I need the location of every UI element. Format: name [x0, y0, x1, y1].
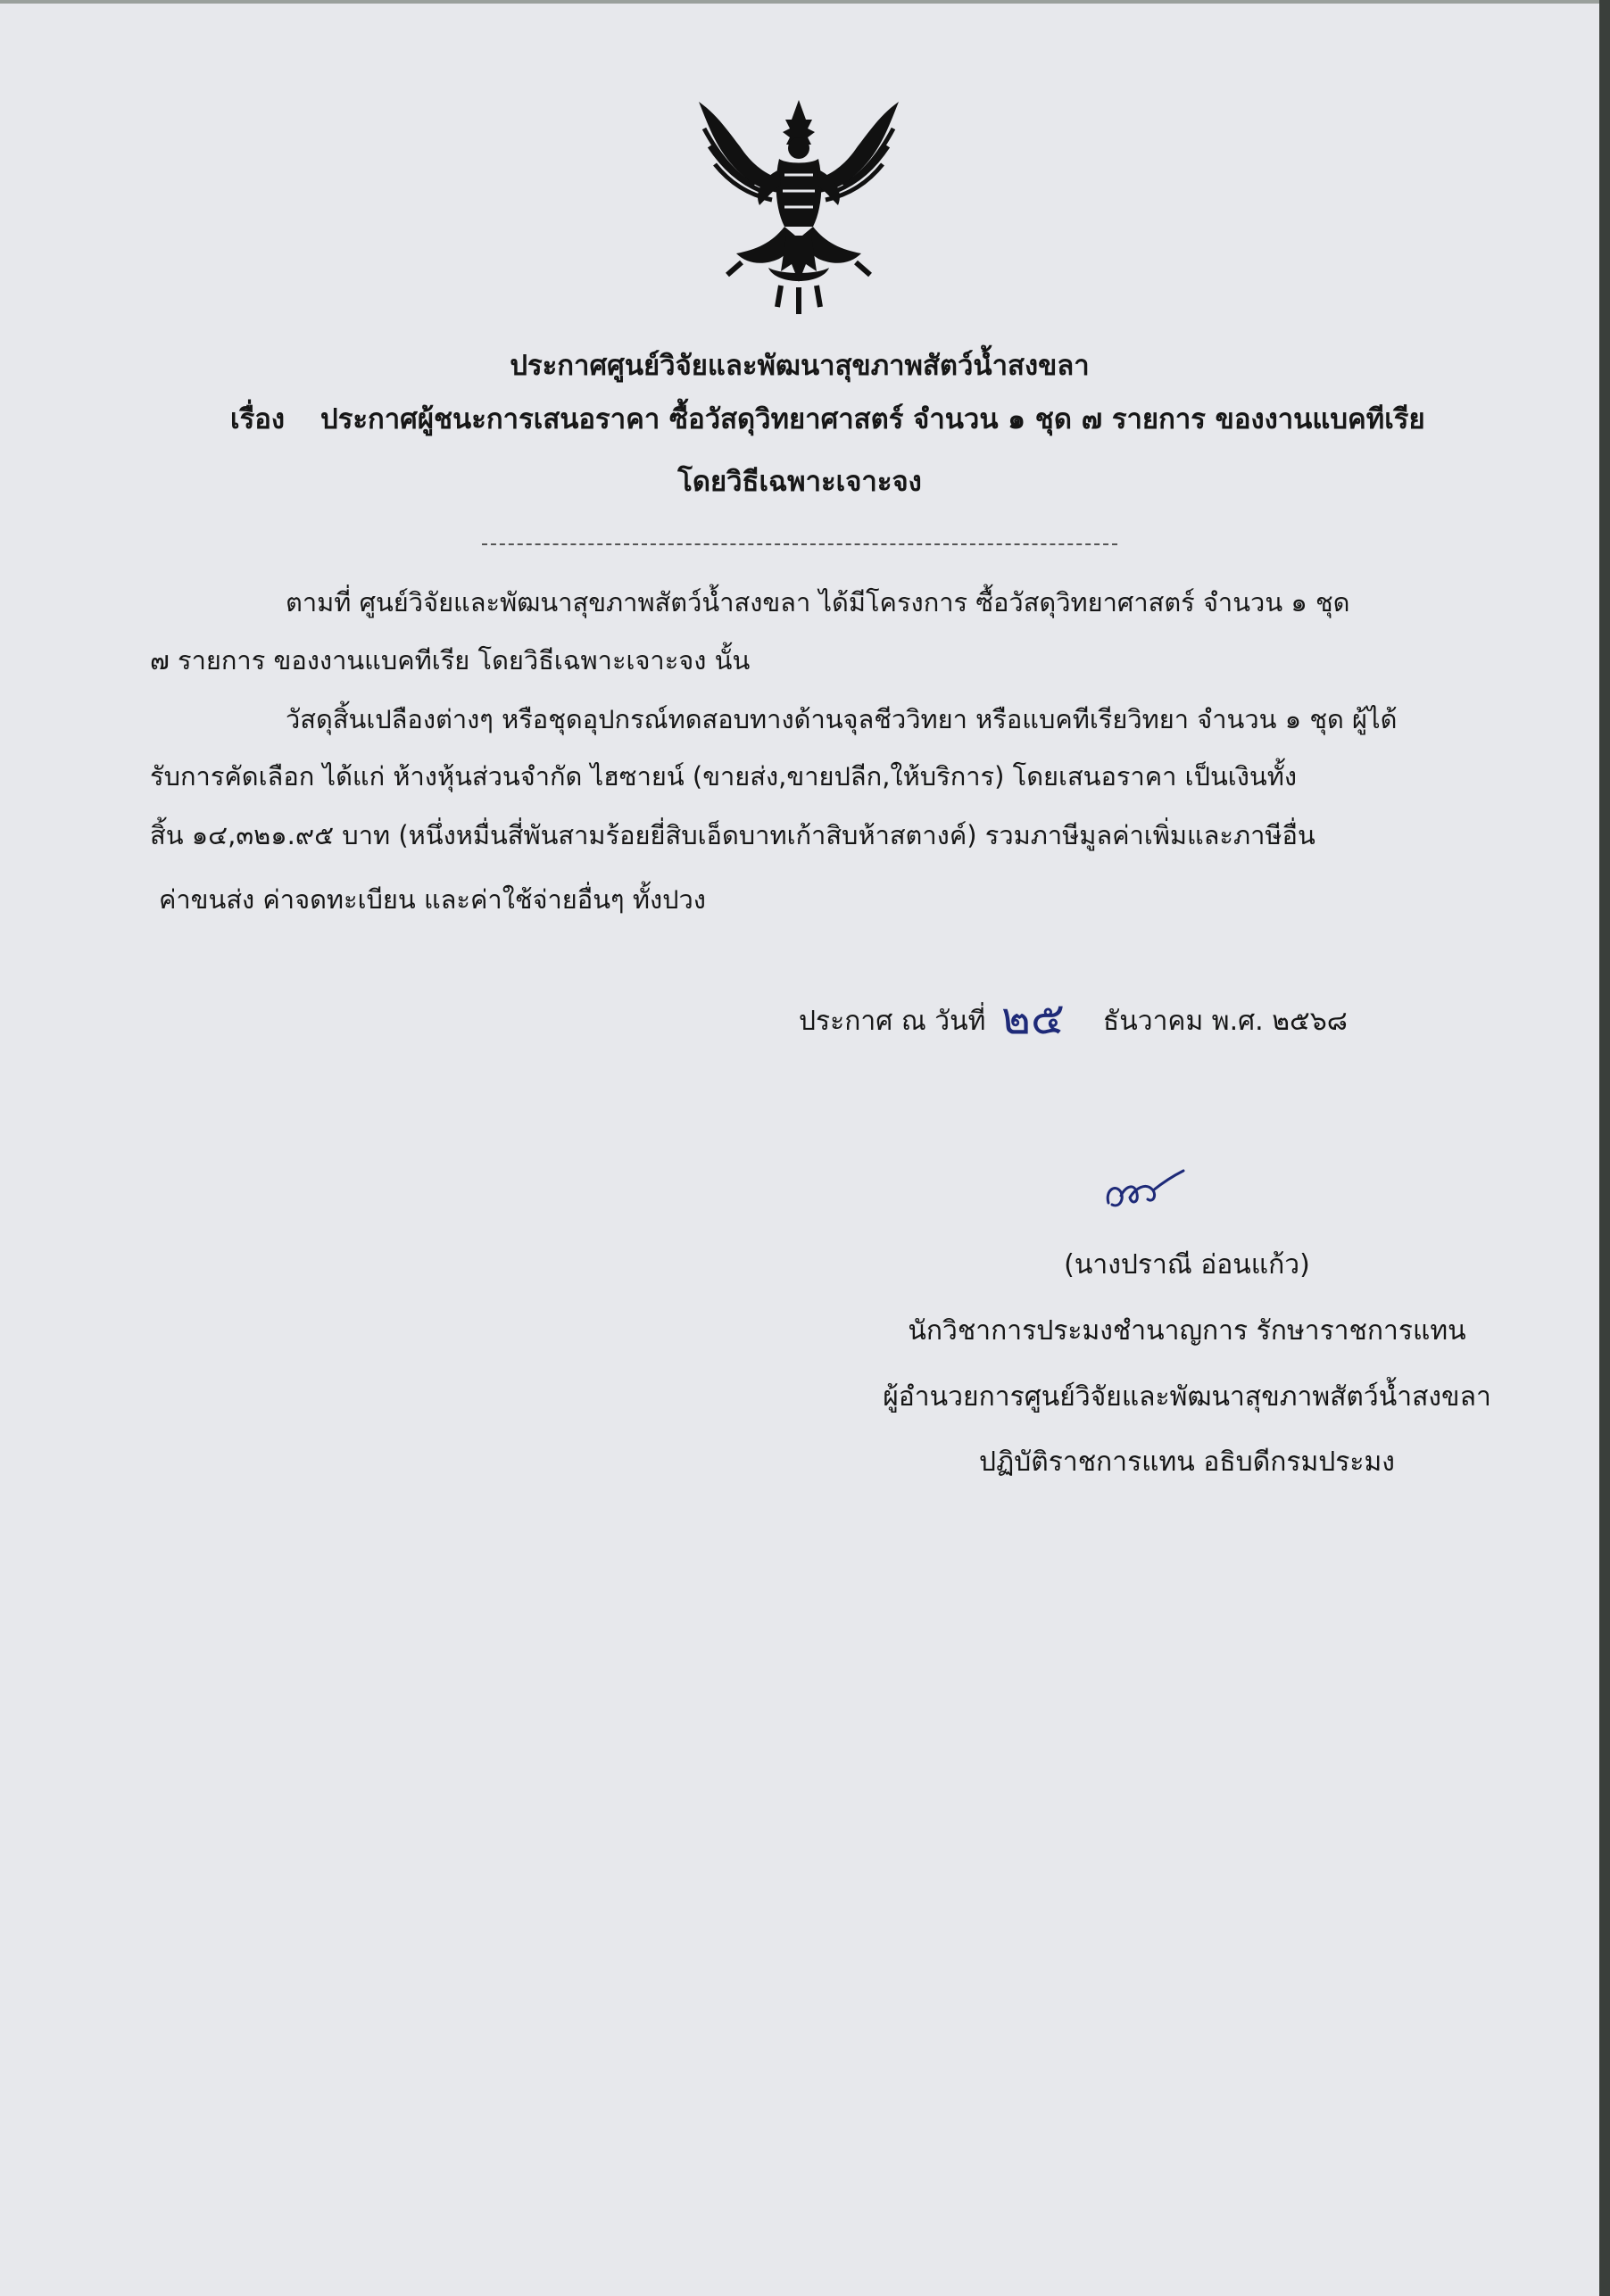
scan-right-edge: [1599, 0, 1610, 2296]
handwritten-signature-icon: [1100, 1164, 1189, 1214]
subject-text: ประกาศผู้ชนะการเสนอราคา ซื้อวัสดุวิทยาศาสตร์ จำนวน ๑ ชุด ๗ รายการ ของงานแบคทีเรีย: [320, 403, 1425, 435]
signatory-position-1: นักวิชาการประมงชำนาญการ รักษาราชการแทน: [908, 1315, 1466, 1347]
handwritten-day: [994, 994, 1103, 1040]
announcement-date: [799, 994, 1348, 1040]
document-page: [0, 4, 1599, 2296]
paragraph-2-line-1: วัสดุสิ้นเปลืองต่างๆ หรือชุดอุปกรณ์ทดสอบทางด้านจุลชีววิทยา หรือแบคทีเรียวิทยา จำนวน ๑ ชุด ผู้ได้: [286, 704, 1398, 734]
subject-line: [230, 402, 1425, 437]
paragraph-1-line-1: ตามที่ ศูนย์วิจัยและพัฒนาสุขภาพสัตว์น้ำสงขลา ได้มีโครงการ ซื้อวัสดุวิทยาศาสตร์ จำนวน ๑ ชุด: [286, 587, 1350, 618]
garuda-emblem-icon: [692, 93, 906, 325]
subject-line-2: โดยวิธีเฉพาะเจาะจง: [677, 466, 922, 498]
document-title: ประกาศศูนย์วิจัยและพัฒนาสุขภาพสัตว์น้ำสงขลา: [510, 350, 1090, 382]
svg-text:๒๕: ๒๕: [1000, 994, 1065, 1040]
paragraph-2-line-4: ค่าขนส่ง ค่าจดทะเบียน และค่าใช้จ่ายอื่นๆ ทั้งปวง: [159, 884, 706, 915]
date-prefix: ประกาศ ณ วันที่: [799, 1006, 986, 1037]
paragraph-1-line-2: ๗ รายการ ของงานแบคทีเรีย โดยวิธีเฉพาะเจาะจง นั้น: [150, 645, 751, 676]
signatory-name: (นางปราณี อ่อนแก้ว): [1064, 1249, 1310, 1281]
subject-label: เรื่อง: [230, 403, 286, 435]
separator-dashed: [482, 543, 1117, 545]
paragraph-2-line-3: สิ้น ๑๔,๓๒๑.๙๕ บาท (หนึ่งหมื่นสี่พันสามร้อยยี่สิบเอ็ดบาทเก้าสิบห้าสตางค์) รวมภาษีมูลค่าเพิ่มและภาษีอื่น: [150, 820, 1315, 850]
date-suffix: ธันวาคม พ.ศ. ๒๕๖๘: [1102, 1006, 1348, 1037]
signatory-position-2: ผู้อำนวยการศูนย์วิจัยและพัฒนาสุขภาพสัตว์น้ำสงขลา: [883, 1381, 1491, 1413]
signatory-position-3: ปฏิบัติราชการแทน อธิบดีกรมประมง: [979, 1446, 1395, 1478]
paragraph-2-line-2: รับการคัดเลือก ได้แก่ ห้างหุ้นส่วนจำกัด ไฮซายน์ (ขายส่ง,ขายปลีก,ให้บริการ) โดยเสนอราคา เป็นเงินทั้ง: [150, 761, 1297, 792]
